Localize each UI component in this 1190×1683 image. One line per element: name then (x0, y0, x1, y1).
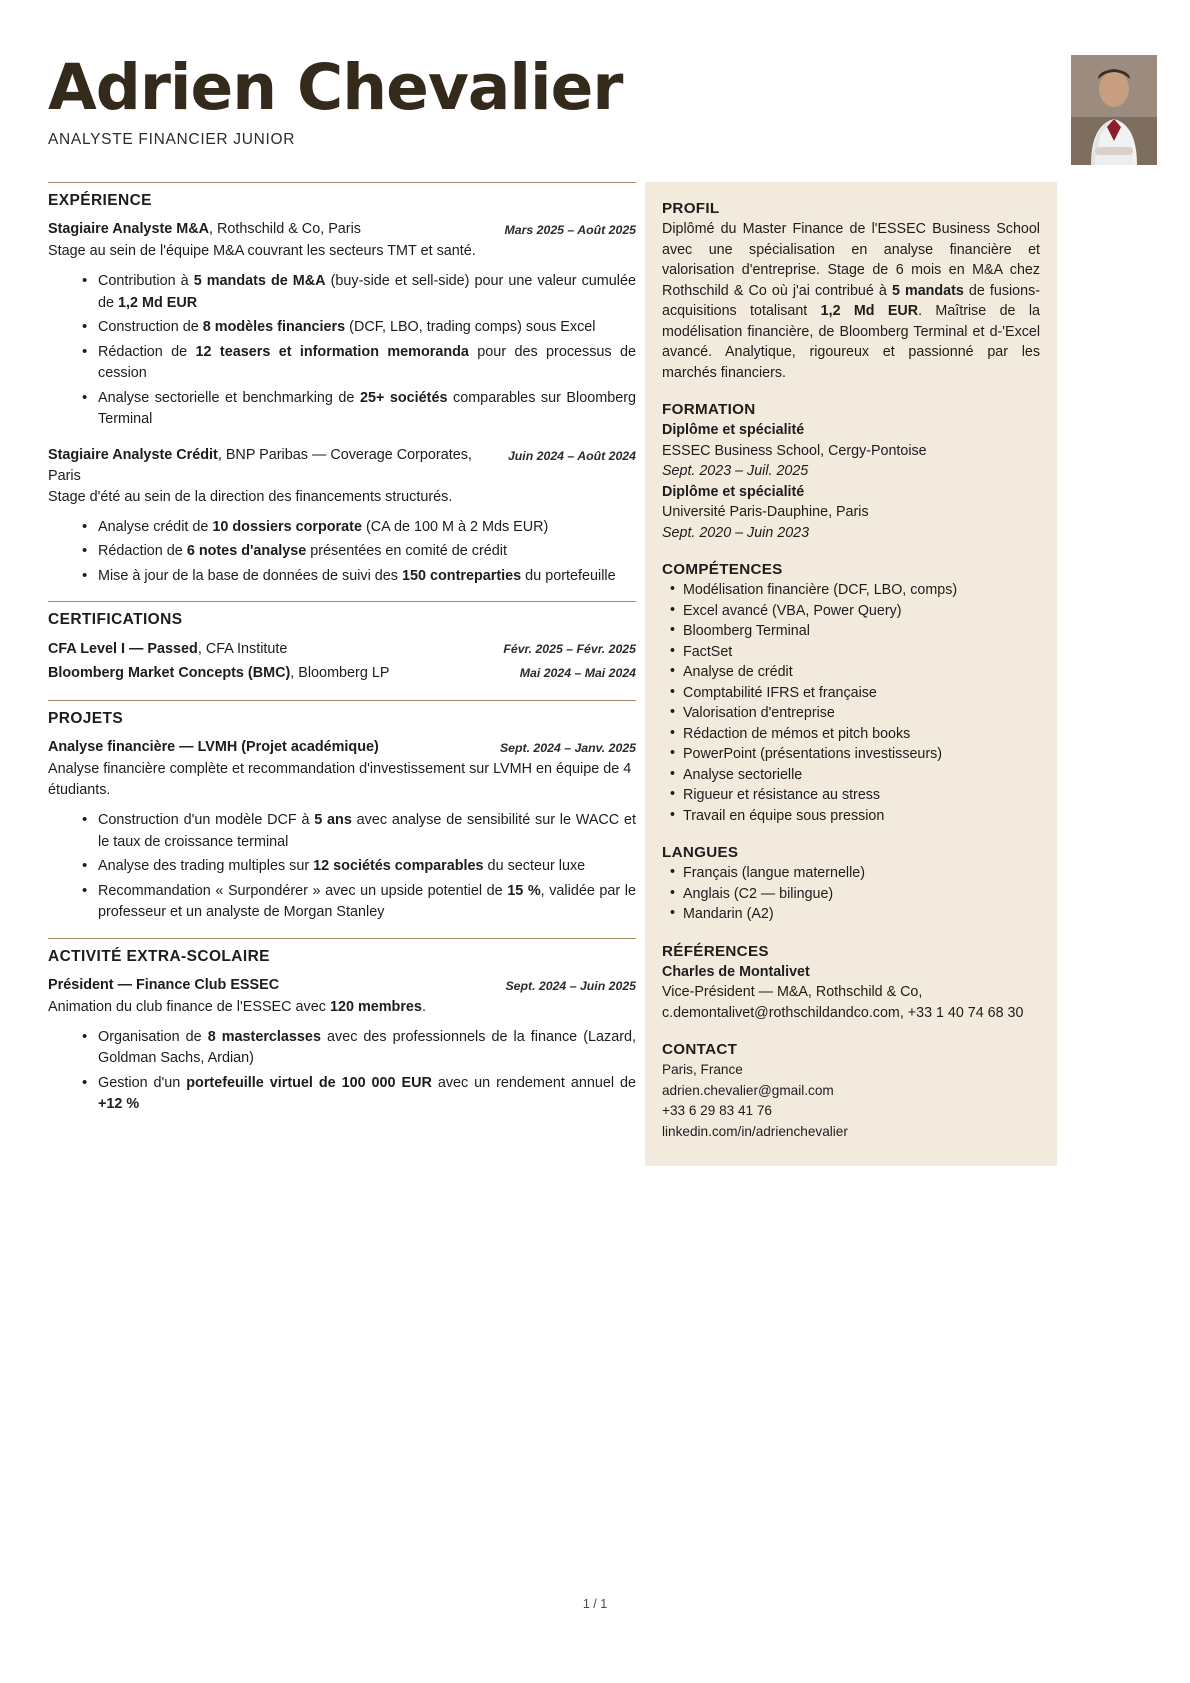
section-title-certifications: CERTIFICATIONS (48, 611, 183, 628)
experience-company: , BNP Paribas — Coverage Corporates, Paris (48, 446, 472, 484)
experience-company: , Rothschild & Co, Paris (209, 221, 361, 237)
project-name: Analyse financière — LVMH (Projet académique) (48, 739, 379, 755)
list-item: • Mandarin (A2) (670, 904, 1040, 925)
list-item: • Rigueur et résistance au stress (670, 785, 1040, 806)
section-title-formation: FORMATION (662, 401, 756, 418)
list-item: • Excel avancé (VBA, Power Query) (670, 601, 1040, 622)
list-item: • Contribution à 5 mandats de M&A (buy-side et sell-side) pour une valeur cumulée de 1,2 Md EUR (82, 271, 636, 314)
contact-phone[interactable]: +33 6 29 83 41 76 (662, 1103, 772, 1118)
certification-name (48, 638, 287, 660)
project-description: Analyse financière complète et recommandation d'investissement sur LVMH en équipe de 4 étudiants. (48, 761, 632, 798)
list-item: • Rédaction de 12 teasers et information memoranda pour des processus de cession (82, 342, 636, 385)
list-item: • Analyse sectorielle et benchmarking de 25+ sociétés comparables sur Bloomberg Terminal (82, 388, 636, 431)
certification-row (48, 662, 636, 684)
list-item: • Rédaction de 6 notes d'analyse présentées en comité de crédit (82, 541, 636, 563)
experience-role: Stagiaire Analyste M&A (48, 221, 210, 237)
formation-entry (662, 420, 1040, 482)
list-item: • Mise à jour de la base de données de suivi des 150 contreparties du portefeuille (82, 566, 636, 588)
list-item: • Français (langue maternelle) (670, 863, 1040, 884)
reference-name: Charles de Montalivet (662, 963, 810, 980)
list-item: • Comptabilité IFRS et française (670, 683, 1040, 704)
extracurricular-role: Président — Finance Club ESSEC (48, 976, 280, 993)
extracurricular-description: Animation du club finance de l'ESSEC avec 120 membres. (48, 998, 426, 1015)
section-title-projects: PROJETS (48, 710, 124, 727)
experience-title (48, 219, 495, 240)
certification-row (48, 638, 636, 660)
experience-date: Mars 2025 – Août 2025 (504, 223, 636, 237)
experience-bullet-list (48, 517, 636, 588)
section-title-contact: CONTACT (662, 1041, 738, 1058)
contact-linkedin[interactable]: linkedin.com/in/adrienchevalier (662, 1123, 848, 1139)
left-column (48, 182, 636, 1130)
header (48, 52, 948, 150)
experience-role: Stagiaire Analyste Crédit (48, 446, 218, 463)
experience-date: Juin 2024 – Août 2024 (507, 448, 636, 463)
formation-degree: Diplôme et spécialité (662, 483, 805, 500)
formation-entry (662, 482, 1040, 544)
project-bullet-list (48, 810, 636, 924)
formation-date: Sept. 2023 – Juil. 2025 (662, 463, 809, 479)
list-item: • Bloomberg Terminal (670, 621, 1040, 642)
list-item: • Analyse crédit de 10 dossiers corporate (CA de 100 M à 2 Mds EUR) (82, 517, 636, 539)
project-date: Sept. 2024 – Janv. 2025 (499, 741, 636, 755)
portrait-photo (1071, 55, 1157, 165)
divider (48, 601, 636, 602)
competences-list (662, 580, 1040, 826)
list-item: • Construction d'un modèle DCF à 5 ans avec analyse de sensibilité sur le WACC et le taux de croissance terminal (82, 810, 636, 853)
divider (48, 700, 636, 701)
experience-bullet-list (48, 271, 636, 431)
formation-school: Université Paris-Dauphine, Paris (662, 504, 869, 520)
extracurricular-bullet-list (48, 1027, 636, 1116)
certification-issuer: , Bloomberg LP (290, 665, 390, 681)
section-title-extracurricular: ACTIVITÉ EXTRA-SCOLAIRE (48, 947, 270, 965)
section-title-references: RÉFÉRENCES (662, 942, 769, 960)
section-title-competences: COMPÉTENCES (662, 561, 783, 578)
experience-title (48, 445, 498, 487)
divider (48, 182, 636, 183)
extracurricular-date: Sept. 2024 – Juin 2025 (505, 978, 636, 993)
contact-email[interactable]: adrien.chevalier@gmail.com (662, 1082, 834, 1098)
list-item: • Construction de 8 modèles financiers (DCF, LBO, trading comps) sous Excel (82, 317, 636, 339)
certification-date: Févr. 2025 – Févr. 2025 (503, 642, 636, 656)
section-title-langues: LANGUES (662, 844, 739, 861)
list-item: • FactSet (670, 642, 1040, 663)
experience-description: Stage au sein de l'équipe M&A couvrant les secteurs TMT et santé. (48, 243, 476, 259)
list-item: • Rédaction de mémos et pitch books (670, 724, 1040, 745)
list-item: • Analyse sectorielle (670, 765, 1040, 786)
certification-title: CFA Level I — Passed (48, 641, 198, 657)
page-title: Adrien Chevalier (48, 51, 623, 124)
list-item: • Organisation de 8 masterclasses avec des professionnels de la finance (Lazard, Goldman Sachs, Ardian) (82, 1027, 636, 1070)
experience-description: Stage d'été au sein de la direction des financements structurés. (48, 488, 453, 505)
formation-school: ESSEC Business School, Cergy-Pontoise (662, 442, 927, 459)
extracurricular-entry (48, 975, 636, 1116)
experience-entry (48, 219, 636, 431)
formation-date: Sept. 2020 – Juin 2023 (662, 524, 810, 541)
extracurricular-title (48, 975, 495, 996)
section-title-profil: PROFIL (662, 200, 720, 217)
project-entry (48, 737, 636, 924)
langues-list (662, 863, 1040, 925)
right-sidebar (645, 182, 1057, 1166)
reference-detail: Vice-Président — M&A, Rothschild & Co, c.demontalivet@rothschildandco.com, +33 1 40 74 68 30 (662, 984, 1024, 1021)
project-title (48, 737, 490, 758)
list-item: • Travail en équipe sous pression (670, 806, 1040, 827)
certification-issuer: , CFA Institute (197, 641, 288, 657)
profil-text: Diplômé du Master Finance de l'ESSEC Business School avec une spécialisation en analyse financière et valorisation d'entreprise. Stage de 6 mois en M&A chez Rothschild & Co où j'ai contribué à 5 mandats de fusions-acquisitions totalisant 1,2 Md EUR. Maîtrise de la modélisation financière, de Bloomberg Terminal et d-'Excel avancé. Analytique, rigoureux et passionné par les marchés financiers. (662, 221, 1040, 381)
list-item: • Gestion d'un portefeuille virtuel de 100 000 EUR avec un rendement annuel de +12 % (82, 1073, 636, 1116)
list-item: • Recommandation « Surpondérer » avec un upside potentiel de 15 %, validée par le professeur et un analyste de Morgan Stanley (82, 881, 636, 924)
certification-title: Bloomberg Market Concepts (BMC) (48, 665, 291, 681)
list-item: • Valorisation d'entreprise (670, 703, 1040, 724)
list-item: • Analyse de crédit (670, 662, 1040, 683)
certification-name (48, 662, 389, 684)
divider (48, 938, 636, 939)
section-title-experience: EXPÉRIENCE (48, 192, 152, 209)
list-item: • Anglais (C2 — bilingue) (670, 884, 1040, 905)
page-indicator: 1 / 1 (582, 1597, 608, 1611)
list-item: • PowerPoint (présentations investisseurs) (670, 744, 1040, 765)
contact-location: Paris, France (662, 1062, 743, 1077)
list-item: • Analyse des trading multiples sur 12 sociétés comparables du secteur luxe (82, 856, 636, 878)
list-item: • Modélisation financière (DCF, LBO, comps) (670, 580, 1040, 601)
certification-date: Mai 2024 – Mai 2024 (519, 666, 636, 680)
job-subtitle: ANALYSTE FINANCIER JUNIOR (48, 131, 296, 148)
experience-entry (48, 445, 636, 588)
formation-degree: Diplôme et spécialité (662, 422, 805, 438)
